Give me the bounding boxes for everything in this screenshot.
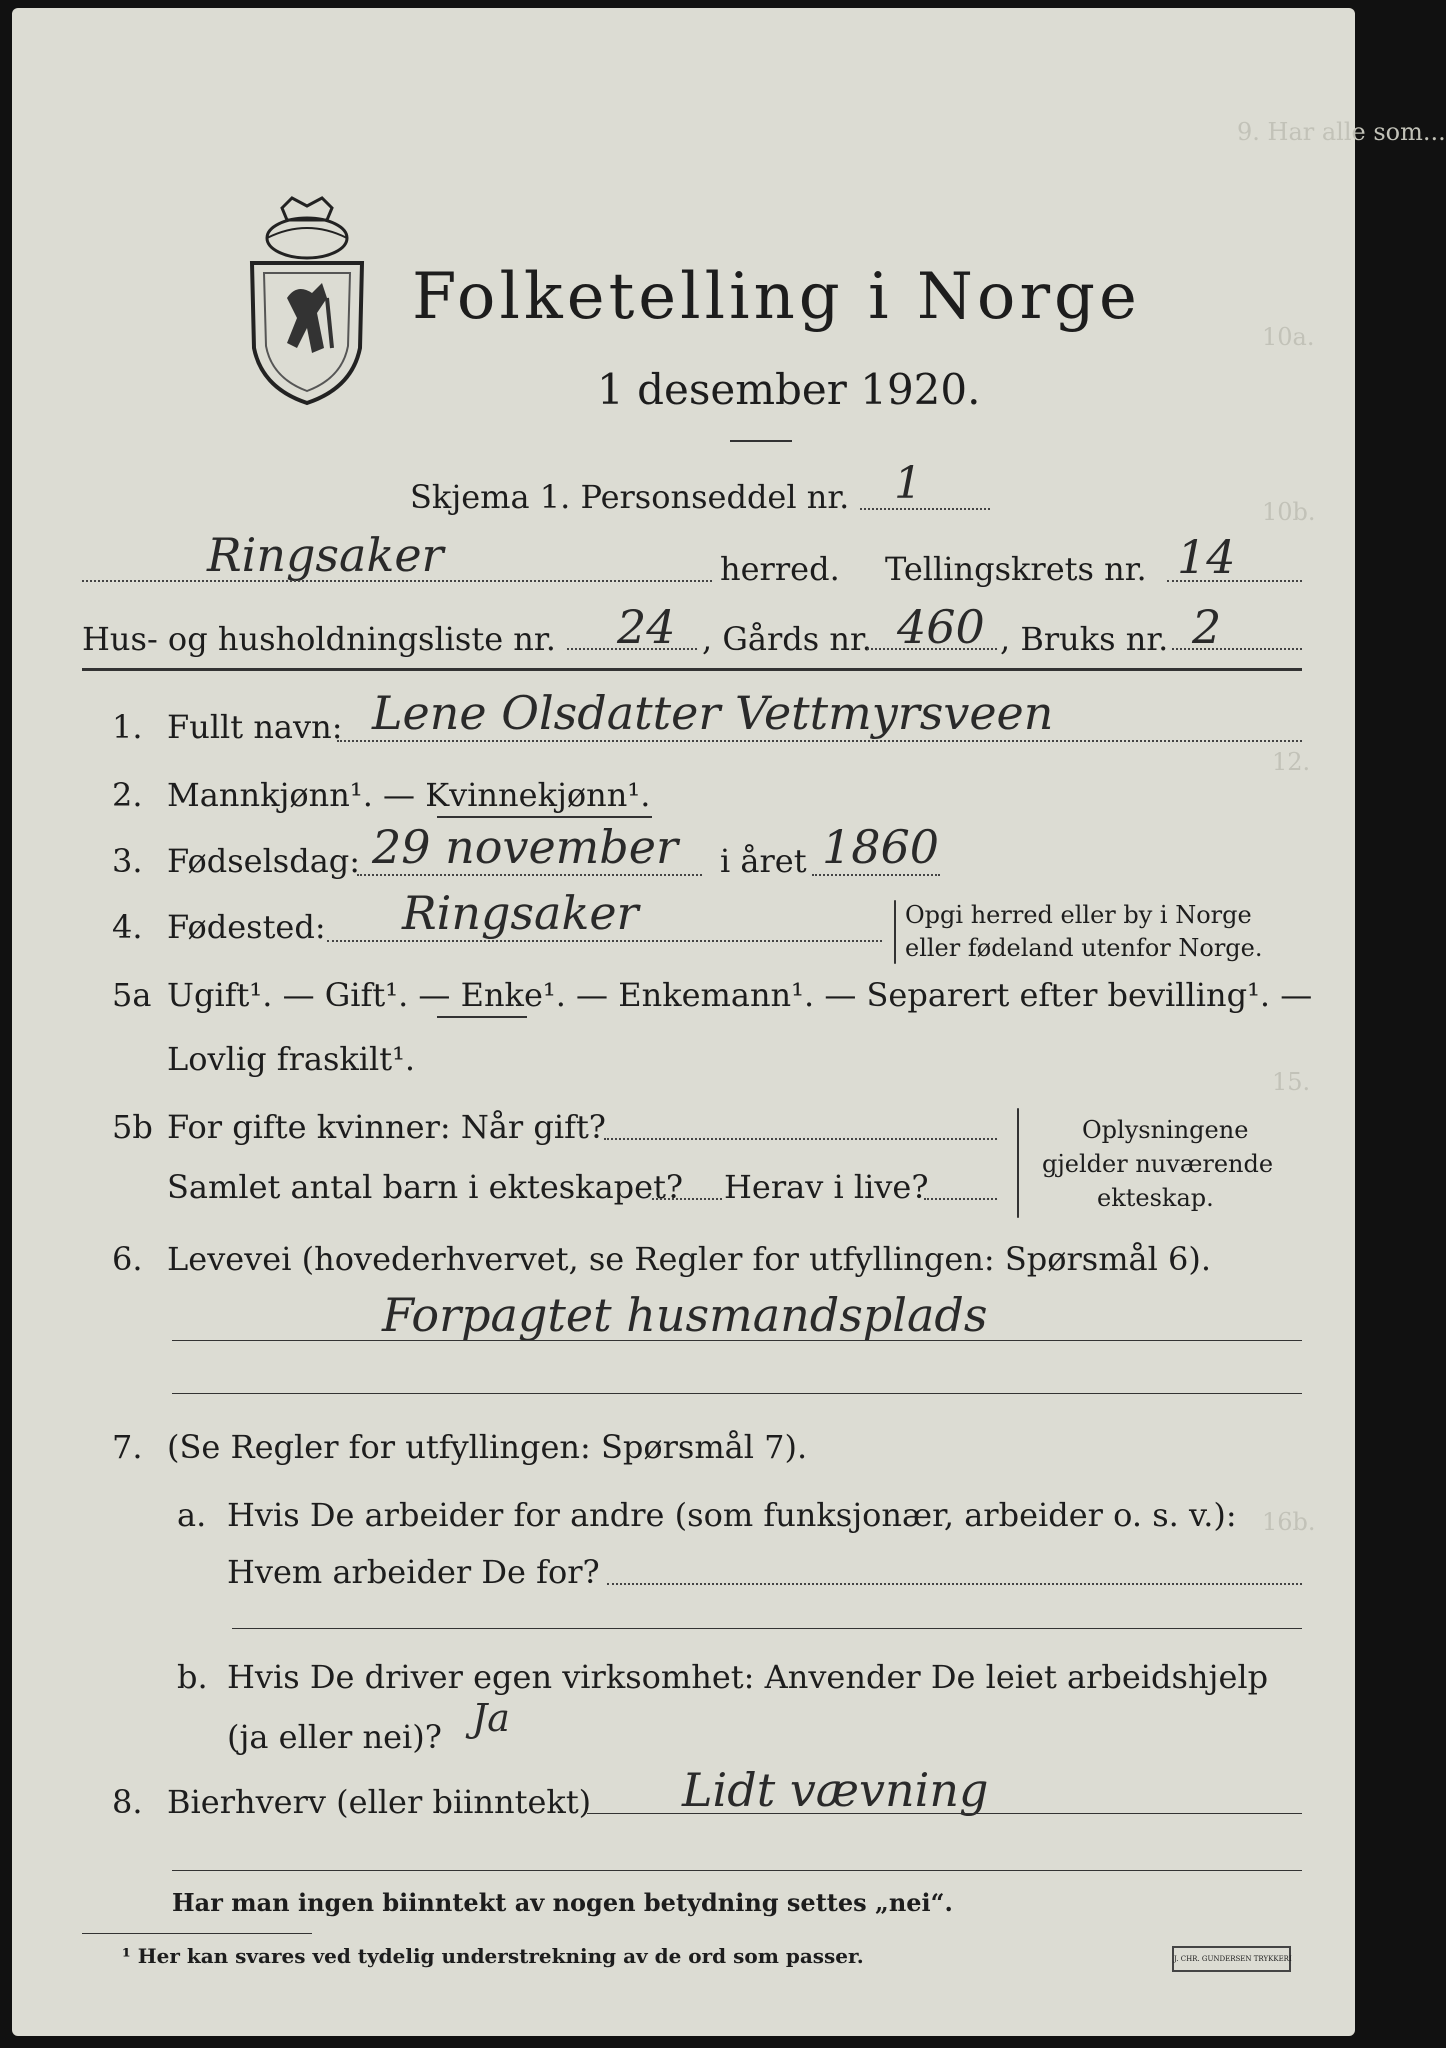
herred-label: herred. [720, 550, 840, 588]
q5b-note-2: gjelder nuværende [1042, 1150, 1274, 1178]
q5b-line2b: Herav i live? [724, 1168, 929, 1206]
dotted-line [812, 874, 940, 876]
q7b-text-2: (ja eller nei)? [227, 1718, 442, 1756]
dotted-line [82, 580, 712, 582]
birthday-value: 29 november [372, 820, 678, 874]
q5b-note-3: ekteskap. [1097, 1184, 1214, 1212]
q4-number: 4. [112, 908, 143, 946]
herred-value: Ringsaker [207, 528, 444, 582]
dotted-line [867, 648, 997, 650]
norwegian-coat-of-arms-icon [242, 198, 372, 408]
q6-label: Levevei (hovederhvervet, se Regler for utfyllingen: Spørsmål 6). [167, 1240, 1212, 1278]
census-form-sheet [12, 8, 1446, 2036]
form-title: Folketelling i Norge [412, 260, 1141, 334]
dotted-line [327, 940, 882, 942]
divider [730, 440, 792, 442]
q5a-number: 5a [112, 976, 152, 1014]
printer-stamp: J. CHR. GUNDERSEN TRYKKERI [1172, 1946, 1291, 1972]
birth-year-value: 1860 [822, 820, 940, 874]
q8-number: 8. [112, 1783, 143, 1821]
no-income-note: Har man ingen biinntekt av nogen betydning settes „nei“. [172, 1888, 953, 1917]
tellingskrets-value: 14 [1177, 530, 1236, 584]
hus-value: 24 [617, 600, 676, 654]
birthplace-note-2: eller fødeland utenfor Norge. [905, 934, 1263, 962]
occupation-value: Forpagtet husmandsplads [382, 1288, 988, 1342]
dotted-line [604, 1138, 997, 1140]
q1-label: Fullt navn: [167, 708, 343, 746]
q3-label: Fødselsdag: [167, 842, 361, 880]
answer-line [587, 1813, 1302, 1814]
q2-text: Mannkjønn¹. — Kvinnekjønn¹. [167, 776, 651, 814]
q5a-text: Ugift¹. — Gift¹. — Enke¹. — Enkemann¹. — Separert efter bevilling¹. — [167, 976, 1313, 1014]
dotted-line [1167, 580, 1302, 582]
q5b-line1: For gifte kvinner: Når gift? [167, 1108, 606, 1146]
dotted-line [860, 508, 990, 510]
bleed-through-text: 9. Har alle som... [1237, 118, 1446, 146]
year-label: i året [720, 842, 807, 880]
gards-value: 460 [897, 600, 985, 654]
brace [1017, 1108, 1019, 1218]
q7b-text: Hvis De driver egen virksomhet: Anvender De leiet arbeidshjelp [227, 1658, 1269, 1696]
hus-label: Hus- og husholdningsliste nr. [82, 620, 556, 658]
q8-label: Bierhverv (eller biinntekt) [167, 1783, 592, 1821]
q3-number: 3. [112, 842, 143, 880]
side-income-value: Lidt vævning [682, 1763, 989, 1817]
bleed-through-text: 10b. [1262, 498, 1316, 526]
brace [894, 900, 896, 964]
birthplace-note-1: Opgi herred eller by i Norge [905, 901, 1252, 929]
answer-line [232, 1628, 1302, 1629]
answer-line [172, 1340, 1302, 1341]
gards-label: , Gårds nr. [702, 620, 872, 658]
bleed-through-text: 15. [1272, 1068, 1311, 1096]
dotted-line [357, 874, 702, 876]
q2-number: 2. [112, 776, 143, 814]
bruks-value: 2 [1192, 600, 1222, 654]
dotted-line [337, 740, 1302, 742]
q5b-note-1: Oplysningene [1082, 1116, 1249, 1144]
bleed-through-text: 16b. [1262, 1508, 1316, 1536]
birthplace-value: Ringsaker [402, 886, 639, 940]
section-divider [82, 668, 1302, 671]
q7a-text: Hvis De arbeider for andre (som funksjonær, arbeider o. s. v.): [227, 1496, 1237, 1534]
q1-number: 1. [112, 708, 143, 746]
answer-line [172, 1393, 1302, 1394]
dotted-line [924, 1198, 997, 1200]
q7b-letter: b. [177, 1658, 208, 1696]
selection-underline [437, 816, 652, 818]
dotted-line [567, 648, 697, 650]
bruks-label: , Bruks nr. [1000, 620, 1169, 658]
footnote: ¹ Her kan svares ved tydelig understrekning av de ord som passer. [122, 1944, 864, 1968]
personseddel-number: 1 [894, 458, 922, 509]
q7a-letter: a. [177, 1496, 207, 1534]
q5b-number: 5b [112, 1108, 153, 1146]
dotted-line [607, 1583, 1302, 1585]
q7a-text-2: Hvem arbeider De for? [227, 1553, 600, 1591]
hired-help-value: Ja [472, 1696, 510, 1740]
full-name-value: Lene Olsdatter Vettmyrsveen [372, 686, 1054, 740]
q7-label: (Se Regler for utfyllingen: Spørsmål 7). [167, 1428, 808, 1466]
q6-number: 6. [112, 1240, 143, 1278]
selection-underline [437, 1016, 527, 1018]
bleed-through-text: 10a. [1262, 323, 1315, 351]
tellingskrets-label: Tellingskrets nr. [885, 550, 1147, 588]
q7-number: 7. [112, 1428, 143, 1466]
dotted-line [1172, 648, 1302, 650]
footnote-rule [82, 1933, 312, 1934]
census-date: 1 desember 1920. [597, 365, 981, 414]
answer-line [172, 1870, 1302, 1871]
q5b-line2: Samlet antal barn i ekteskapet? [167, 1168, 684, 1206]
q4-label: Fødested: [167, 908, 326, 946]
dotted-line [652, 1198, 722, 1200]
skjema-label: Skjema 1. Personseddel nr. [410, 478, 850, 516]
q5a-text-2: Lovlig fraskilt¹. [167, 1040, 416, 1078]
bleed-through-text: 12. [1272, 748, 1311, 776]
